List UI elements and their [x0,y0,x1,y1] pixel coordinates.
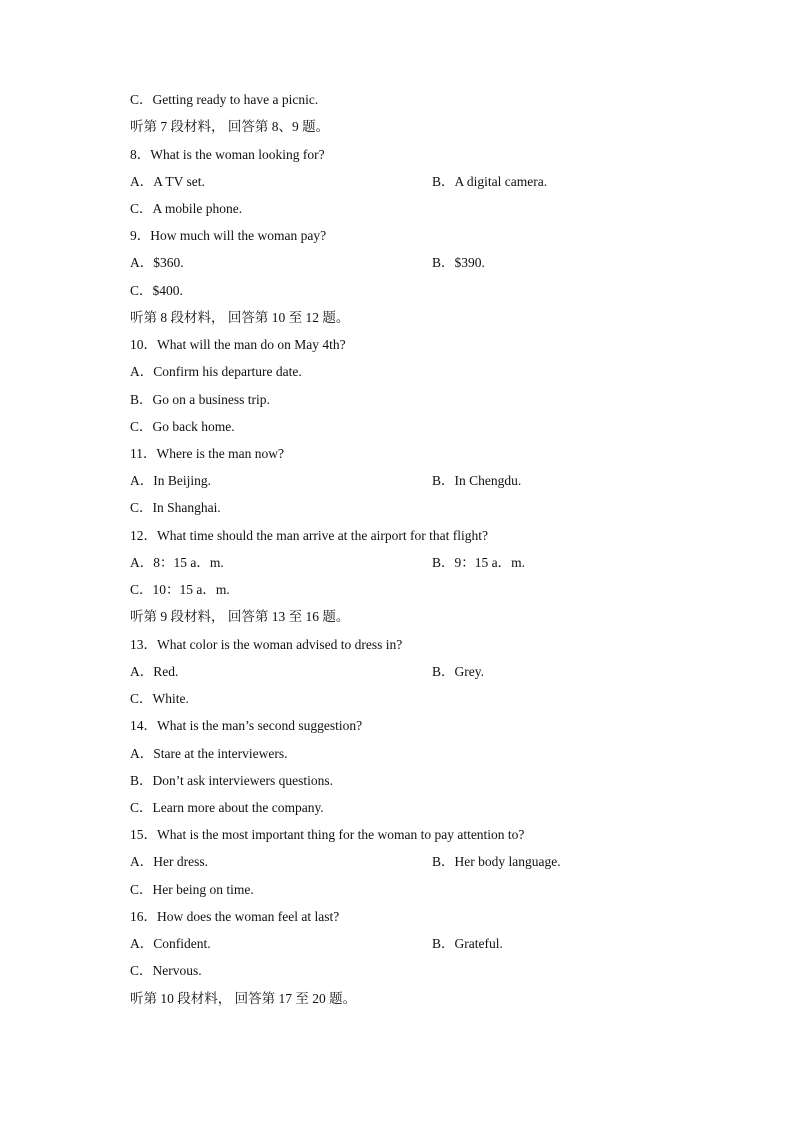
question-15: 15．What is the most important thing for the woman to pay attention to? [130,827,525,842]
option-10b: B．Go on a business trip. [130,392,270,407]
option-8a: A．A TV set. [130,174,205,189]
option-14a: A．Stare at the interviewers. [130,746,288,761]
option-15a: A．Her dress. [130,854,208,869]
option-8c: C．A mobile phone. [130,201,243,216]
option-11a: A．In Beijing. [130,473,211,488]
option-14b: B．Don’t ask interviewers questions. [130,773,333,788]
option-14c: C．Learn more about the company. [130,800,324,815]
section-heading-9: 听第 9 段材料， 回答第 13 至 16 题。 [130,609,350,624]
section-heading-8: 听第 8 段材料， 回答第 10 至 12 题。 [130,310,350,325]
question-12: 12．What time should the man arrive at the airport for that flight? [130,528,489,543]
option-9a: A．$360. [130,255,184,270]
option-15b: B．Her body language. [432,854,561,869]
option-16b: B．Grateful. [432,936,503,951]
question-16: 16．How does the woman feel at last? [130,909,340,924]
question-8: 8．What is the woman looking for? [130,147,325,162]
option-10a: A．Confirm his departure date. [130,364,302,379]
option-12a: A．8：15 a．m. [130,555,224,570]
question-13: 13．What color is the woman advised to dress in? [130,637,403,652]
option-13b: B．Grey. [432,664,484,679]
option-9c: C．$400. [130,283,183,298]
option-16a: A．Confident. [130,936,211,951]
option-7c: C．Getting ready to have a picnic. [130,92,319,107]
option-11c: C．In Shanghai. [130,500,221,515]
option-13a: A．Red. [130,664,179,679]
option-9b: B．$390. [432,255,485,270]
option-15c: C．Her being on time. [130,882,254,897]
option-12b: B．9：15 a．m. [432,555,525,570]
section-heading-10: 听第 10 段材料， 回答第 17 至 20 题。 [130,991,357,1006]
option-16c: C．Nervous. [130,963,202,978]
option-12c: C．10：15 a．m. [130,582,230,597]
option-11b: B．In Chengdu. [432,473,522,488]
question-14: 14．What is the man’s second suggestion? [130,718,363,733]
question-11: 11．Where is the man now? [130,446,284,461]
option-13c: C．White. [130,691,189,706]
option-10c: C．Go back home. [130,419,235,434]
question-9: 9．How much will the woman pay? [130,228,327,243]
question-10: 10．What will the man do on May 4th? [130,337,346,352]
option-8b: B．A digital camera. [432,174,548,189]
section-heading-7: 听第 7 段材料， 回答第 8、9 题。 [130,119,330,134]
